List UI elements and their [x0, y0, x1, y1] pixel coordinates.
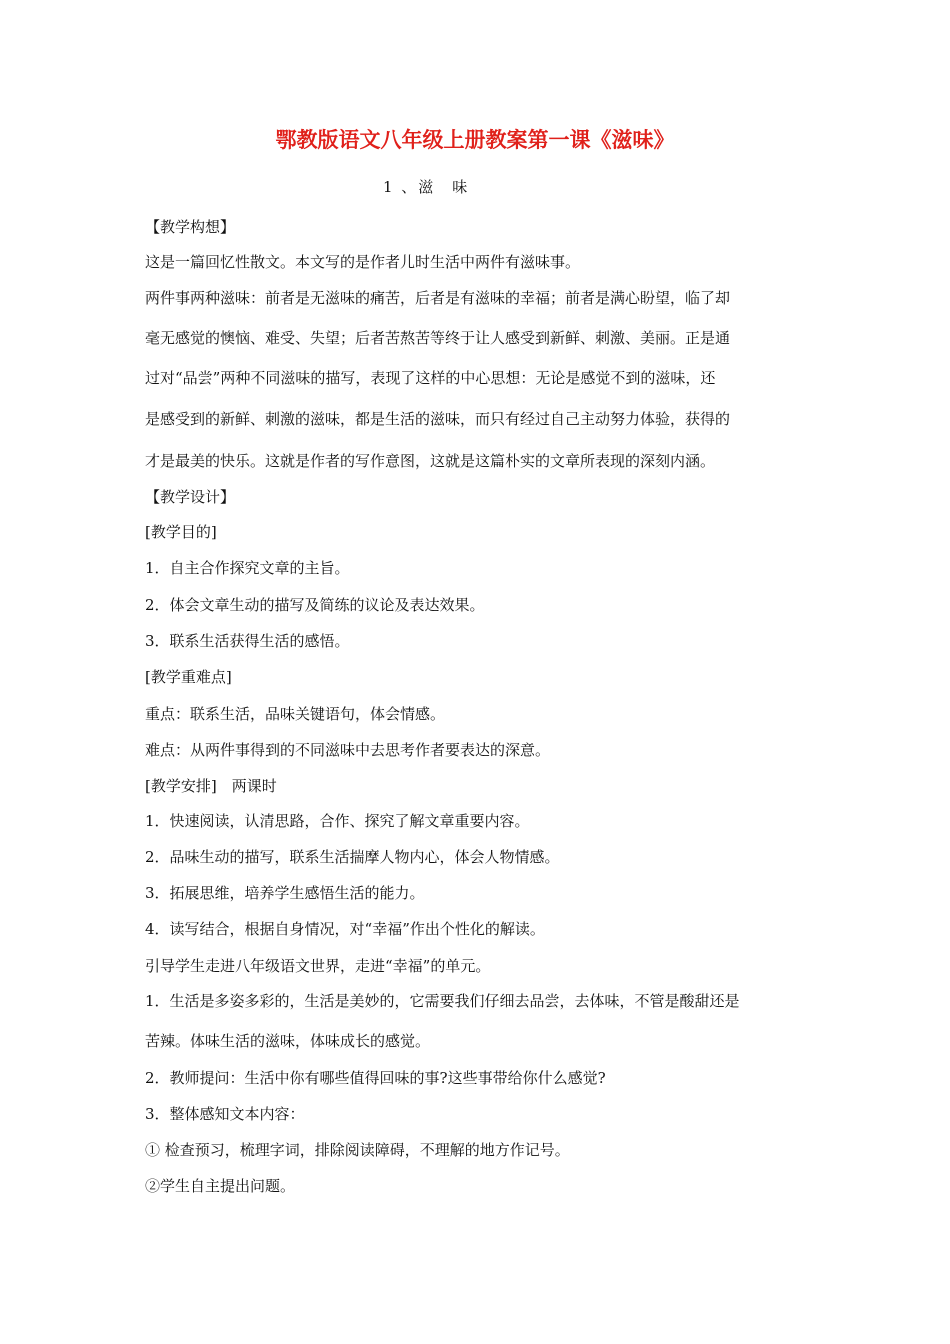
paragraph-line: 过对“品尝”两种不同滋味的描写，表现了这样的中心思想：无论是感觉不到的滋味，还 — [145, 369, 716, 387]
paragraph-line: 引导学生走进八年级语文世界，走进“幸福”的单元。 — [145, 957, 491, 975]
lesson-heading: 1 、滋 味 — [383, 178, 470, 196]
paragraph-line: 两件事两种滋味：前者是无滋味的痛苦，后者是有滋味的幸福；前者是满心盼望，临了却 — [145, 289, 731, 307]
list-item: 1．自主合作探究文章的主旨。 — [145, 559, 350, 577]
paragraph-line: 苦辣。体味生活的滋味，体味成长的感觉。 — [145, 1032, 431, 1050]
paragraph-line: 这是一篇回忆性散文。本文写的是作者儿时生活中两件有滋味事。 — [145, 253, 581, 271]
paragraph-line: 毫无感觉的懊恼、难受、失望；后者苦熬苦等终于让人感受到新鲜、刺激、美丽。正是通 — [145, 329, 731, 347]
paragraph-line: 才是最美的快乐。这就是作者的写作意图，这就是这篇朴实的文章所表现的深刻内涵。 — [145, 452, 716, 470]
paragraph-line: 难点：从两件事得到的不同滋味中去思考作者要表达的深意。 — [145, 741, 551, 759]
list-item: ②学生自主提出问题。 — [145, 1177, 296, 1195]
paragraph-line: 重点：联系生活，品味关键语句，体会情感。 — [145, 705, 446, 723]
list-item: 3．拓展思维，培养学生感悟生活的能力。 — [145, 884, 425, 902]
list-item: ① 检查预习，梳理字词，排除阅读障碍，不理解的地方作记号。 — [145, 1141, 570, 1159]
subsection-heading: [教学重难点] — [145, 668, 232, 686]
list-item: 4．读写结合，根据自身情况，对“幸福”作出个性化的解读。 — [145, 920, 545, 938]
list-item: 2．体会文章生动的描写及简练的议论及表达效果。 — [145, 596, 485, 614]
section-heading-concept: 【教学构想】 — [145, 218, 236, 236]
list-item: 3．整体感知文本内容： — [145, 1105, 305, 1123]
subsection-heading: [教学目的] — [145, 523, 217, 541]
list-item: 1．快速阅读，认清思路，合作、探究了解文章重要内容。 — [145, 812, 530, 830]
subsection-heading: [教学安排] 两课时 — [145, 777, 277, 795]
list-item: 1．生活是多姿多彩的，生活是美妙的，它需要我们仔细去品尝，去体味，不管是酸甜还是 — [145, 992, 740, 1010]
list-item: 2．教师提问：生活中你有哪些值得回味的事?这些事带给你什么感觉? — [145, 1069, 606, 1087]
document-title: 鄂教版语文八年级上册教案第一课《滋味》 — [275, 128, 675, 152]
list-item: 2．品味生动的描写，联系生活揣摩人物内心，体会人物情感。 — [145, 848, 560, 866]
paragraph-line: 是感受到的新鲜、刺激的滋味，都是生活的滋味，而只有经过自己主动努力体验，获得的 — [145, 410, 731, 428]
list-item: 3．联系生活获得生活的感悟。 — [145, 632, 350, 650]
section-heading-design: 【教学设计】 — [145, 488, 236, 506]
